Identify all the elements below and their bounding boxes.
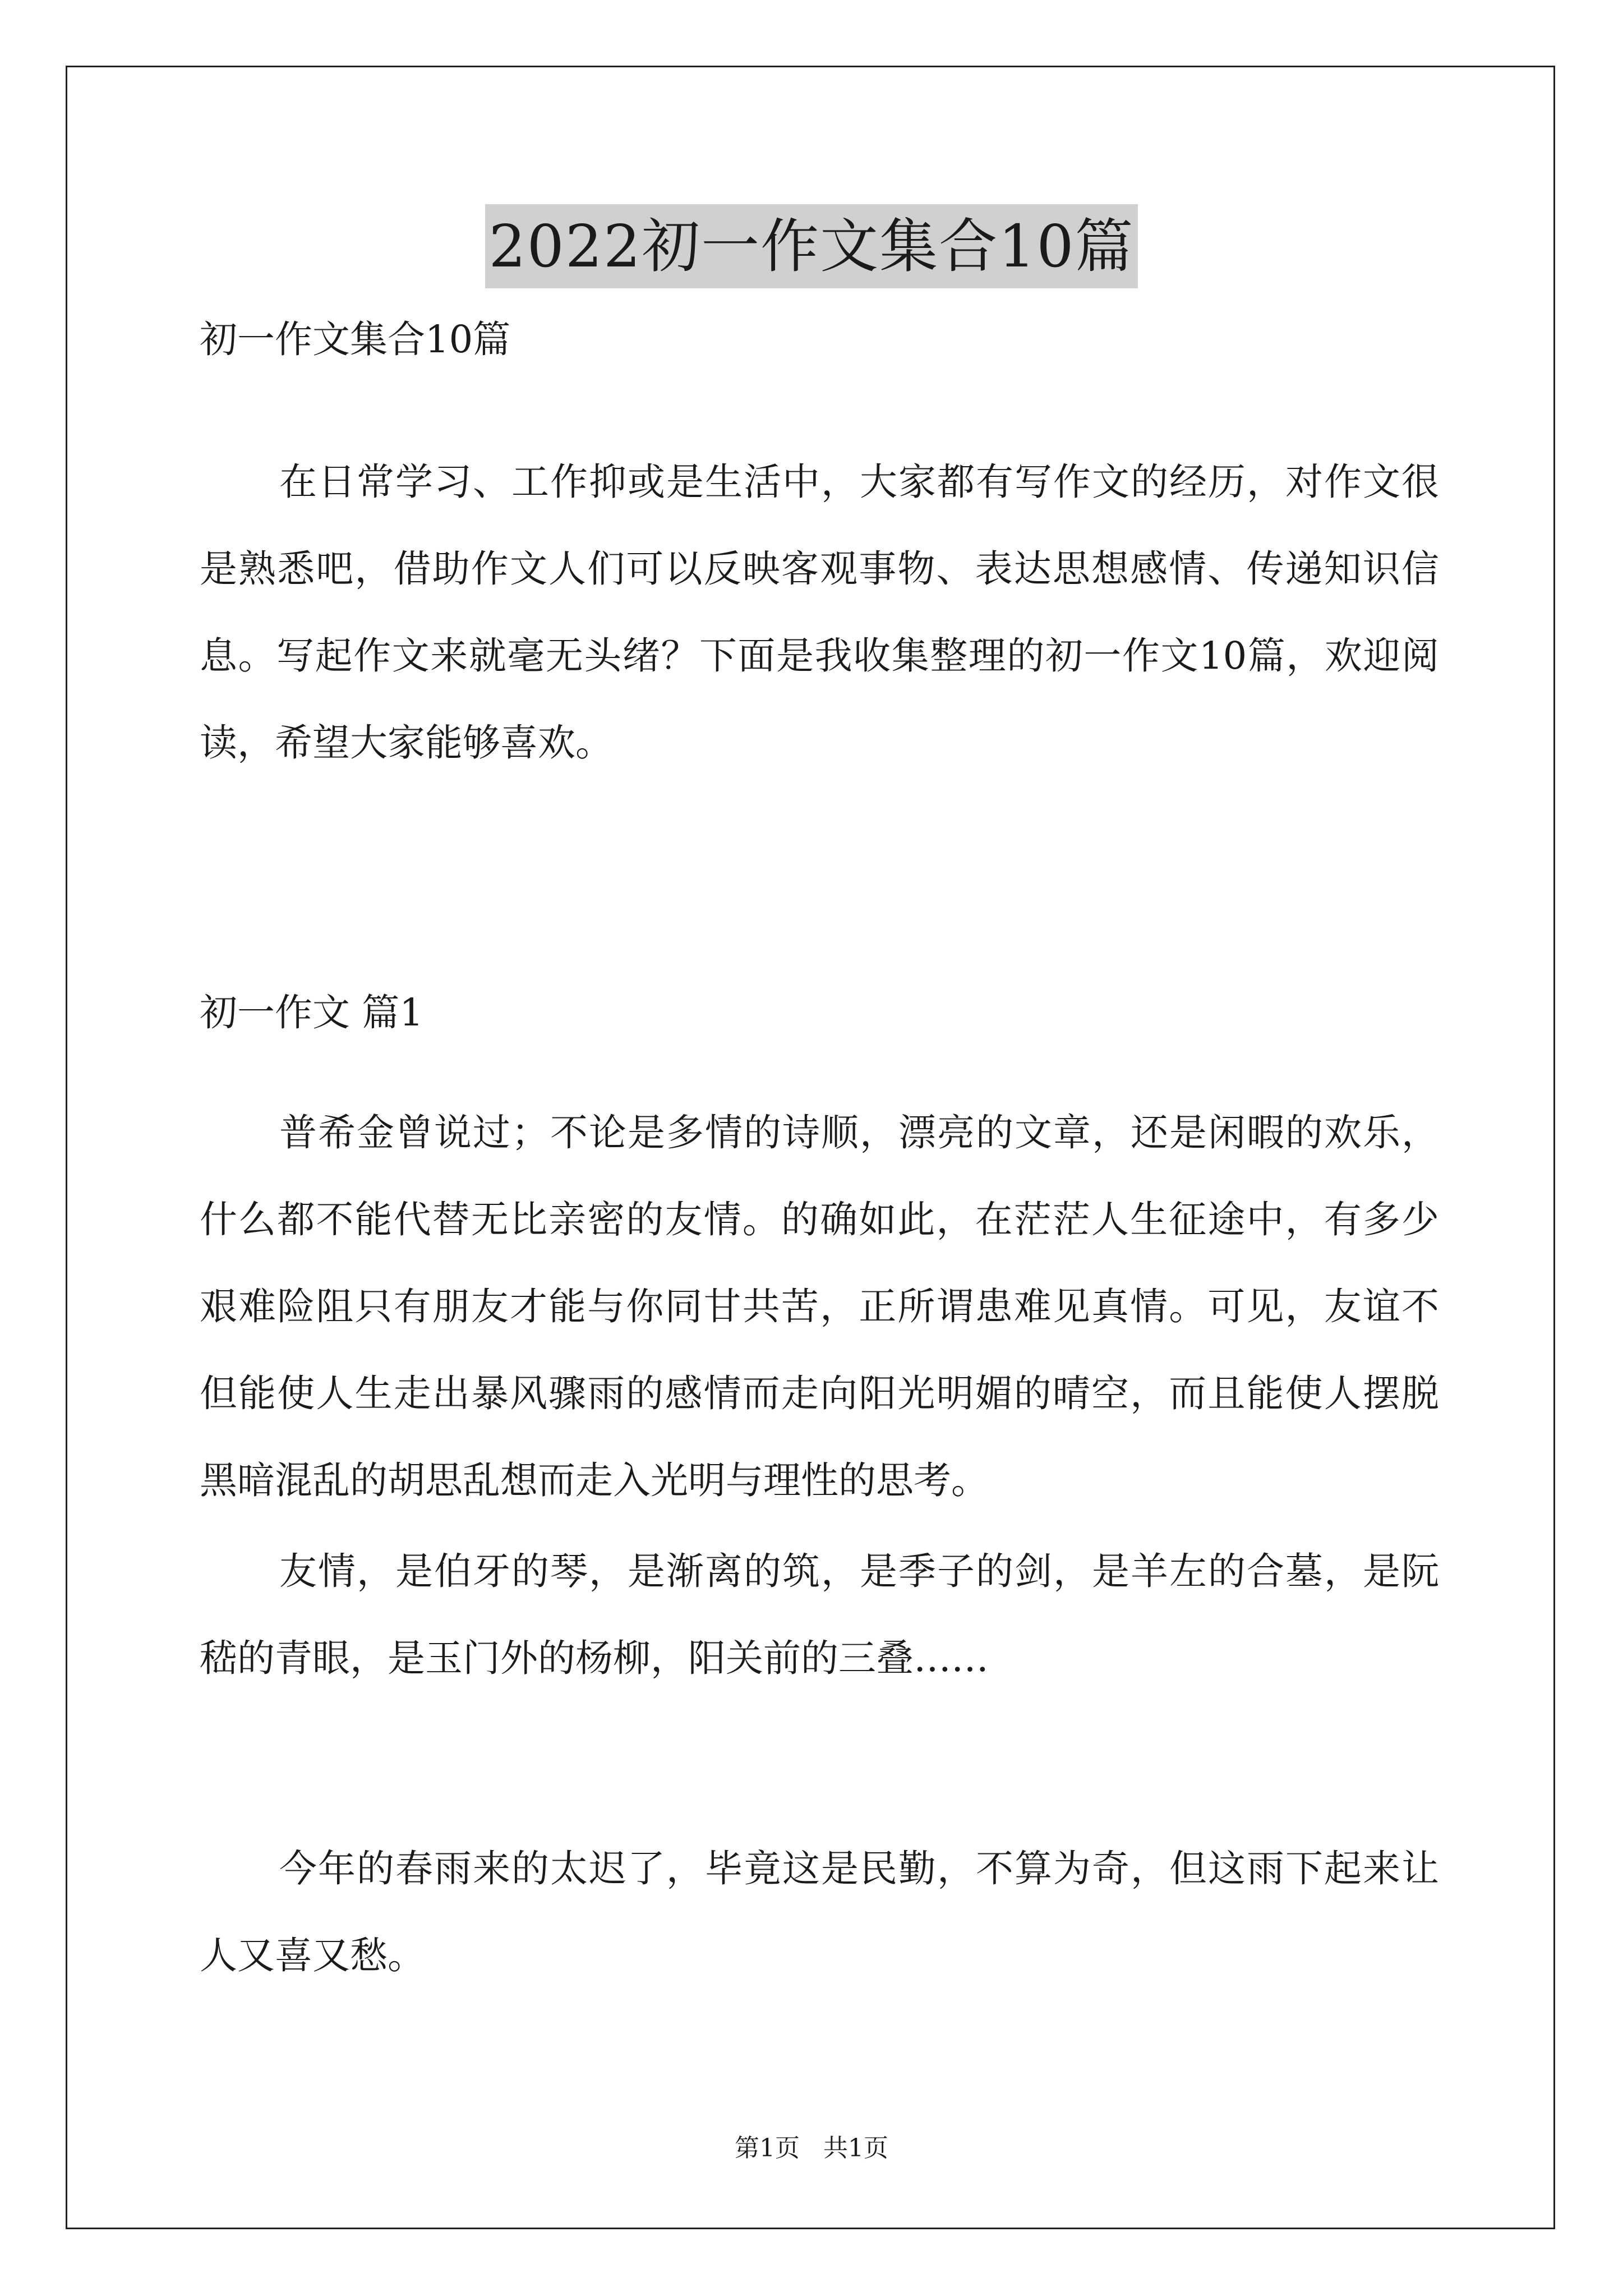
page-footer: 第1页 共1页 (735, 2134, 888, 2162)
body-paragraph-3: 今年的春雨来的太迟了，毕竟这是民勤，不算为奇，但这雨下起来让人又喜又愁。 (200, 1847, 1439, 1977)
intro-paragraph: 在日常学习、工作抑或是生活中，大家都有写作文的经历，对作文很是熟悉吧，借助作文人们可以反映客观事物、表达思想感情、传递知识信息。写起作文来就毫无头绪？下面是我收集整理的初一作文10篇，欢迎阅读，希望大家能够喜欢。 (200, 460, 1439, 765)
body-paragraph-1: 普希金曾说过；不论是多情的诗顺，漂亮的文章，还是闲暇的欢乐，什么都不能代替无比亲密的友情。的确如此，在茫茫人生征途中，有多少艰难险阻只有朋友才能与你同甘共苦，正所谓患难见真情。可见，友谊不但能使人生走出暴风骤雨的感情而走向阳光明媚的晴空，而且能使人摆脱黑暗混乱的胡思乱想而走入光明与理性的思考。 (200, 1111, 1439, 1502)
section-heading: 初一作文 篇1 (200, 991, 423, 1034)
document-title-container (0, 204, 1623, 288)
document-subtitle: 初一作文集合10篇 (200, 318, 511, 361)
document-title: 2022初一作文集合10篇 (485, 204, 1137, 288)
body-paragraph-2: 友情，是伯牙的琴，是渐离的筑，是季子的剑，是羊左的合墓，是阮嵇的青眼，是玉门外的杨柳，阳关前的三叠…… (200, 1549, 1439, 1680)
